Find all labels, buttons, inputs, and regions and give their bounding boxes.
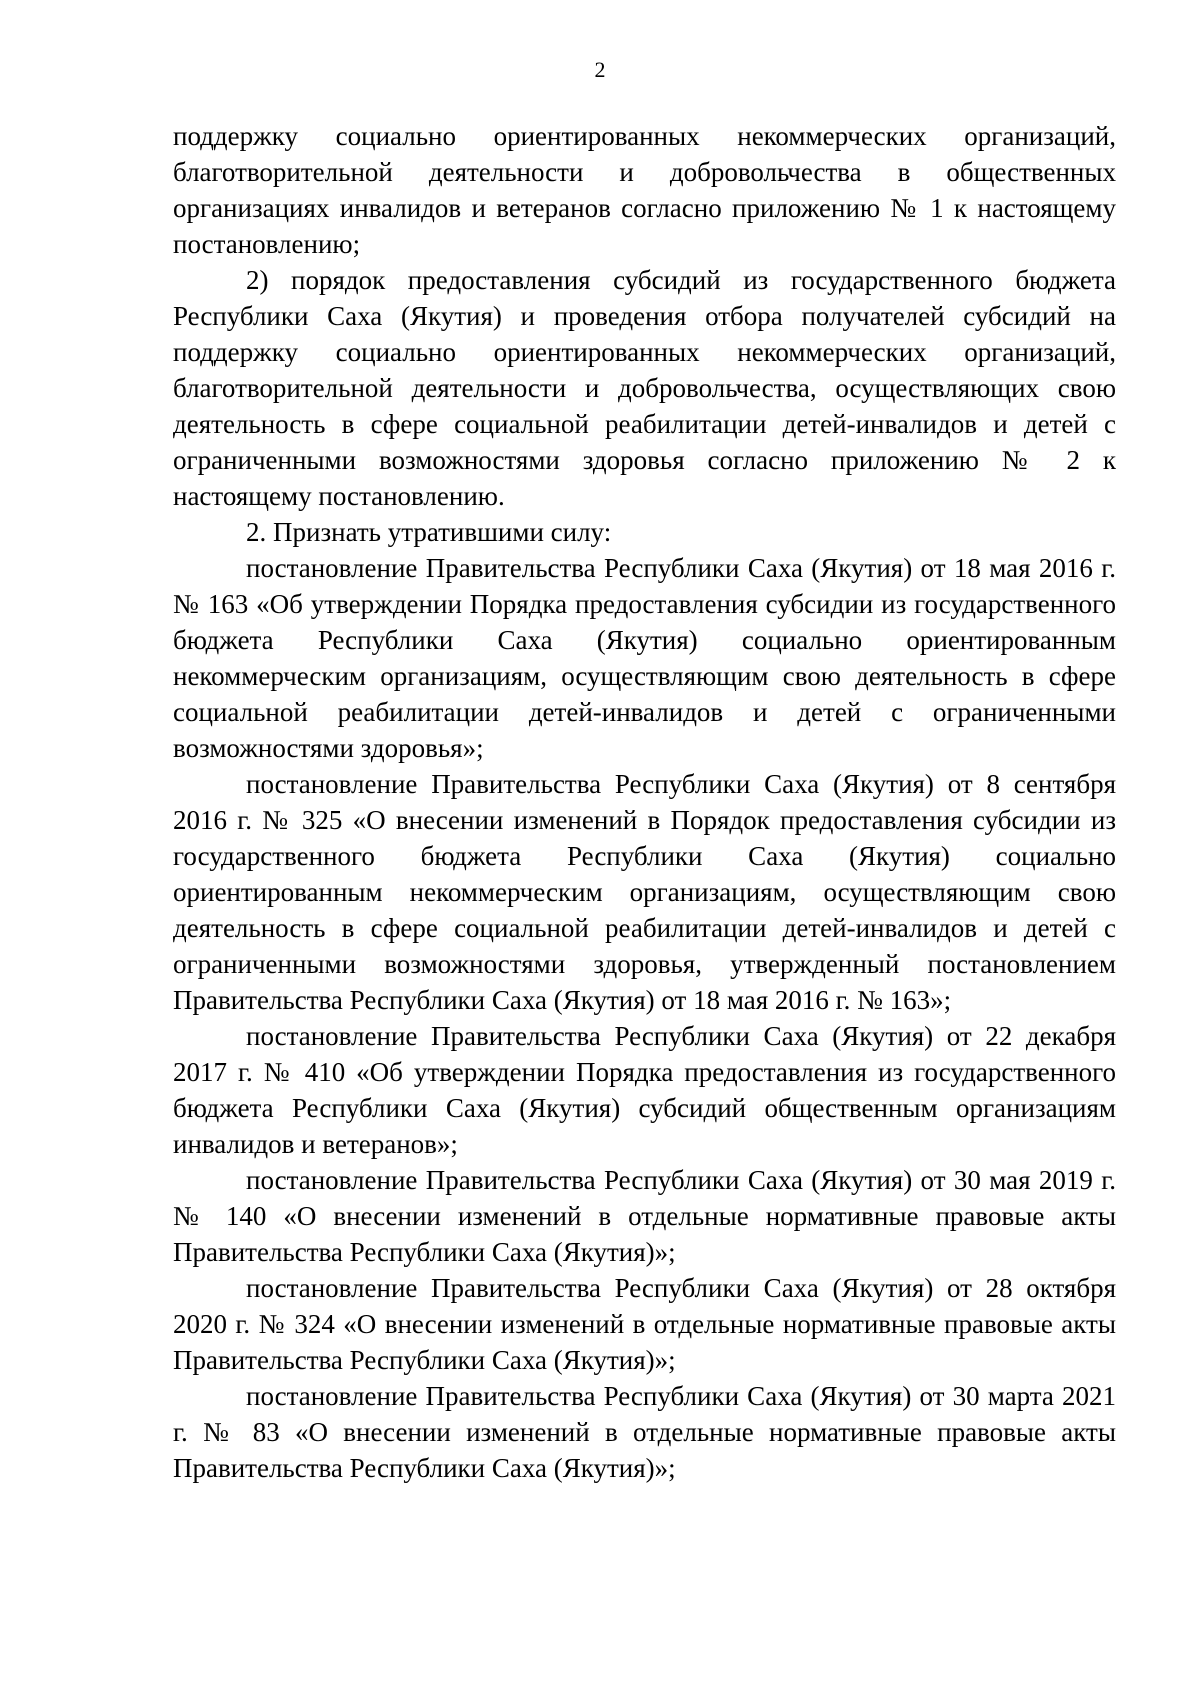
paragraph-resolution-324: постановление Правительства Республики Саха (Якутия) от 28 октября 2020 г. № 324 «О внесении изменений в отдельные нормативные правовые акты Правительства Республики Саха (Якутия)»; (173, 1273, 1116, 1375)
paragraph-resolution-410: постановление Правительства Республики Саха (Якутия) от 22 декабря 2017 г. № 410 «Об утверждении Порядка предоставления из государственного бюджета Республики Саха (Якутия) субсидий общественным организациям инвалидов и ветеранов»; (173, 1021, 1116, 1159)
document-body (173, 118, 1116, 1486)
paragraph-resolution-163: постановление Правительства Республики Саха (Якутия) от 18 мая 2016 г. № 163 «Об утверждении Порядка предоставления субсидии из государственного бюджета Республики Саха (Якутия) социально ориентированным некоммерческим организациям, осуществляющим свою деятельность в сфере социальной реабилитации детей-инвалидов и детей с ограниченными возможностями здоровья»; (173, 553, 1116, 763)
paragraph-resolution-140: постановление Правительства Республики Саха (Якутия) от 30 мая 2019 г. № 140 «О внесении изменений в отдельные нормативные правовые акты Правительства Республики Саха (Якутия)»; (173, 1165, 1116, 1267)
paragraph-resolution-325: постановление Правительства Республики Саха (Якутия) от 8 сентября 2016 г. № 325 «О внесении изменений в Порядок предоставления субсидии из государственного бюджета Республики Саха (Якутия) социально ориентированным некоммерческим организациям, осуществляющим свою деятельность в сфере социальной реабилитации детей-инвалидов и детей с ограниченными возможностями здоровья, утвержденный постановлением Правительства Республики Саха (Якутия) от 18 мая 2016 г. № 163»; (173, 769, 1116, 1015)
paragraph-item-2: 2) порядок предоставления субсидий из государственного бюджета Республики Саха (Якутия) и проведения отбора получателей субсидий на поддержку социально ориентированных некоммерческих организаций, благотворительной деятельности и добровольчества, осуществляющих свою деятельность в сфере социальной реабилитации детей-инвалидов и детей с ограниченными возможностями здоровья согласно приложению № 2 к настоящему постановлению. (173, 265, 1116, 511)
paragraph-resolution-83: постановление Правительства Республики Саха (Якутия) от 30 марта 2021 г. № 83 «О внесении изменений в отдельные нормативные правовые акты Правительства Республики Саха (Якутия)»; (173, 1381, 1116, 1483)
paragraph-section-2: 2. Признать утратившими силу: (246, 517, 612, 547)
page-number: 2 (594, 57, 606, 82)
paragraph-continuation: поддержку социально ориентированных некоммерческих организаций, благотворительной деятельности и добровольчества в общественных организациях инвалидов и ветеранов согласно приложению № 1 к настоящему постановлению; (173, 121, 1116, 259)
